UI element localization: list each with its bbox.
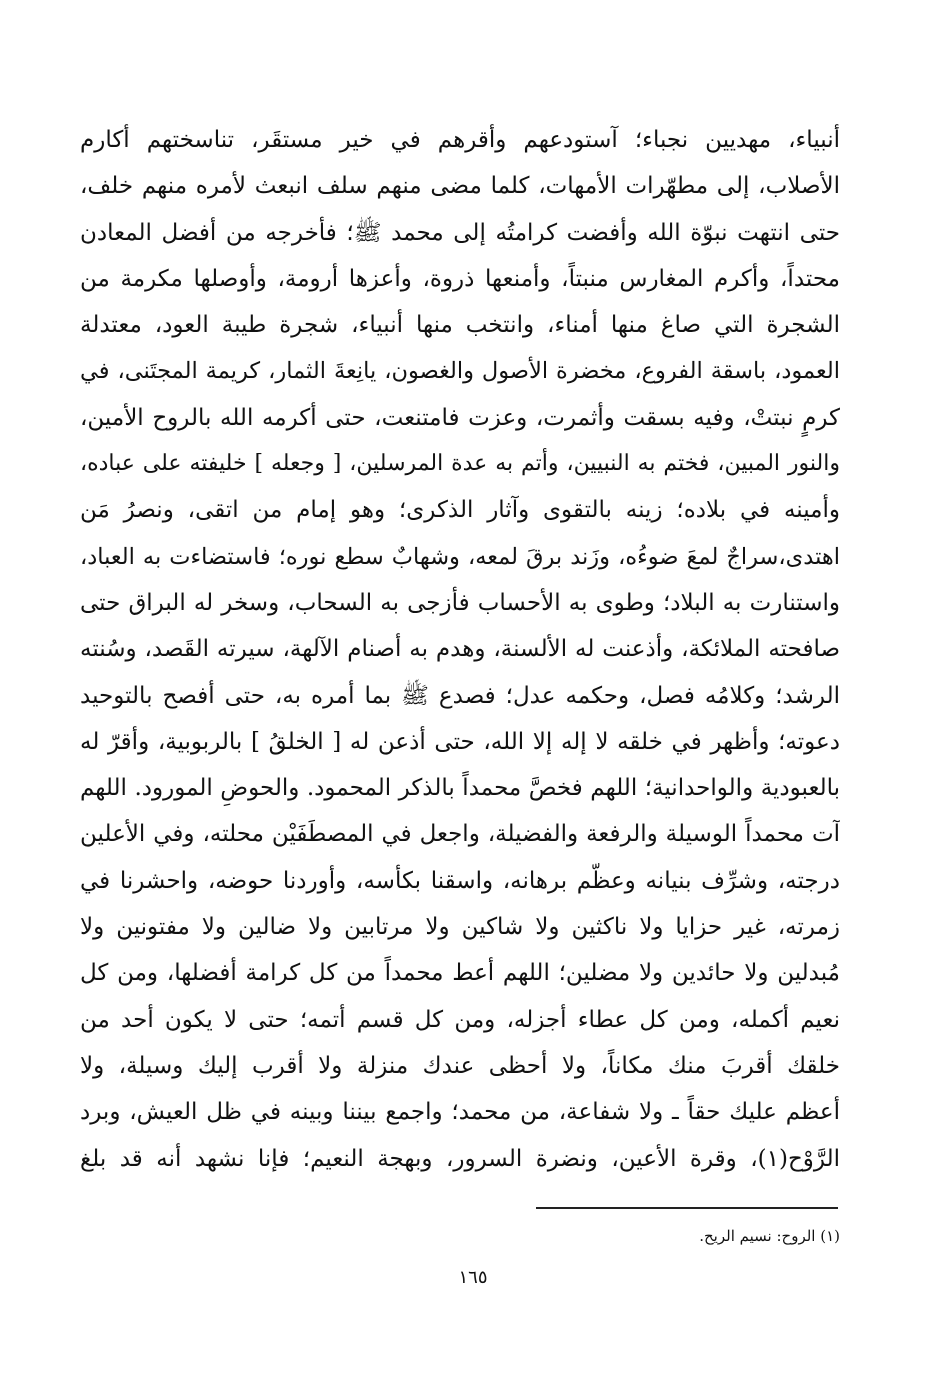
- text-line: والنور المبين، فختم به النبيين، وأتم به عدة المرسلين، [ وجعله ] خليفته على عباده،: [80, 451, 840, 477]
- text-line: خلقك أقربَ منك مكاناً، ولا أحظى عندك منزلة ولا أقرب إليك وسيلة، ولا: [80, 1052, 840, 1079]
- text-line: الرشد؛ وكلامُه فصل، وحكمه عدل؛ فصدع ﷺ بما أمره به، حتى أفصح بالتوحيد: [80, 682, 840, 709]
- text-line: زمرته، غير حزايا ولا ناكثين ولا شاكين ولا مرتابين ولا ضالين ولا مفتونين ولا: [80, 914, 840, 941]
- text-line: الرَّوْح(١)، وقرة الأعين، ونضرة السرور، وبهجة النعيم؛ فإنا نشهد أنه قد بلغ: [80, 1145, 840, 1172]
- text-line: صافحته الملائكة، وأذعنت له الألسنة، وهدم به أصنام الآلهة، سيرته القَصد، وسُنته: [80, 636, 840, 663]
- page-number: ١٦٥: [458, 1267, 488, 1288]
- text-line: بالعبودية والواحدانية؛ اللهم فخصَّ محمداً بالذكر المحمود. والحوضِ المورود. اللهم: [80, 775, 840, 802]
- text-line: واستنارت به البلاد؛ وطوى به الأحساب فأزجى به السحاب، وسخر له البراق حتى: [80, 589, 840, 616]
- text-line: محتداً، وأكرم المغارس منبتاً، وأمنعها ذروة، وأعزها أرومة، وأوصلها مكرمة من: [80, 265, 840, 292]
- text-line: حتى انتهت نبوّة الله وأفضت كرامتُه إلى محمد ﷺ؛ فأخرجه من أفضل المعادن: [80, 219, 840, 246]
- text-line: مُبدلين ولا حائدين ولا مضلين؛ اللهم أعط محمداً من كل كرامة أفضلها، ومن كل: [80, 960, 840, 987]
- text-line: درجته، وشرِّف بنيانه وعظّم برهانه، واسقنا بكأسه، وأوردنا حوضه، واحشرنا في: [80, 867, 840, 894]
- body-text: [80, 117, 840, 1182]
- text-line: آت محمداً الوسيلة والرفعة والفضيلة، واجعل في المصطَفَيْن محلته، وفي الأعلين: [80, 821, 840, 848]
- footnote-separator: [536, 1207, 838, 1209]
- text-line: الشجرة التي صاغ منها أمناء، وانتخب منها أنبياء، شجرة طيبة العود، معتدلة: [80, 312, 840, 339]
- text-line: أعظم عليك حقاً ـ ولا شفاعة، من محمد؛ واجمع بيننا وبينه في ظل العيش، وبرد: [80, 1099, 840, 1126]
- text-line: كرمٍ نبتتْ، وفيه بسقت وأثمرت، وعزت فامتنعت، حتى أكرمه الله بالروح الأمين،: [80, 404, 840, 431]
- text-line: أنبياء، مهديين نجباء؛ آستودعهم وأقرهم في خير مستقَر، تناسختهم أكارم: [80, 127, 840, 153]
- text-line: وأمينه في بلاده؛ زينه بالتقوى وآثار الذكرى؛ وهو إمام من اتقى، ونصرُ مَن: [80, 497, 840, 524]
- text-line: العمود، باسقة الفروع، مخضرة الأصول والغصون، يانِعةَ الثمار، كريمة المجتَنى، في: [80, 358, 840, 385]
- footnote: (١) الروح: نسيم الريح.: [699, 1227, 840, 1245]
- text-line: نعيم أكمله، ومن كل عطاء أجزله، ومن كل قسم أتمه؛ حتى لا يكون أحد من: [80, 1006, 840, 1033]
- text-line: الأصلاب، إلى مطهّرات الأمهات، كلما مضى منهم سلف انبعث لأمره منهم خلف،: [80, 173, 840, 200]
- text-line: اهتدى،سراجٌ لمعَ ضوءُه، وزَند برقَ لمعه، وشهابٌ سطع نوره؛ فاستضاءت به العباد،: [80, 543, 840, 570]
- text-line: دعوته؛ وأظهر في خلقه لا إله إلا الله، حتى أذعن له [ الخلقُ ] بالربوبية، وأقرّ له: [80, 728, 840, 755]
